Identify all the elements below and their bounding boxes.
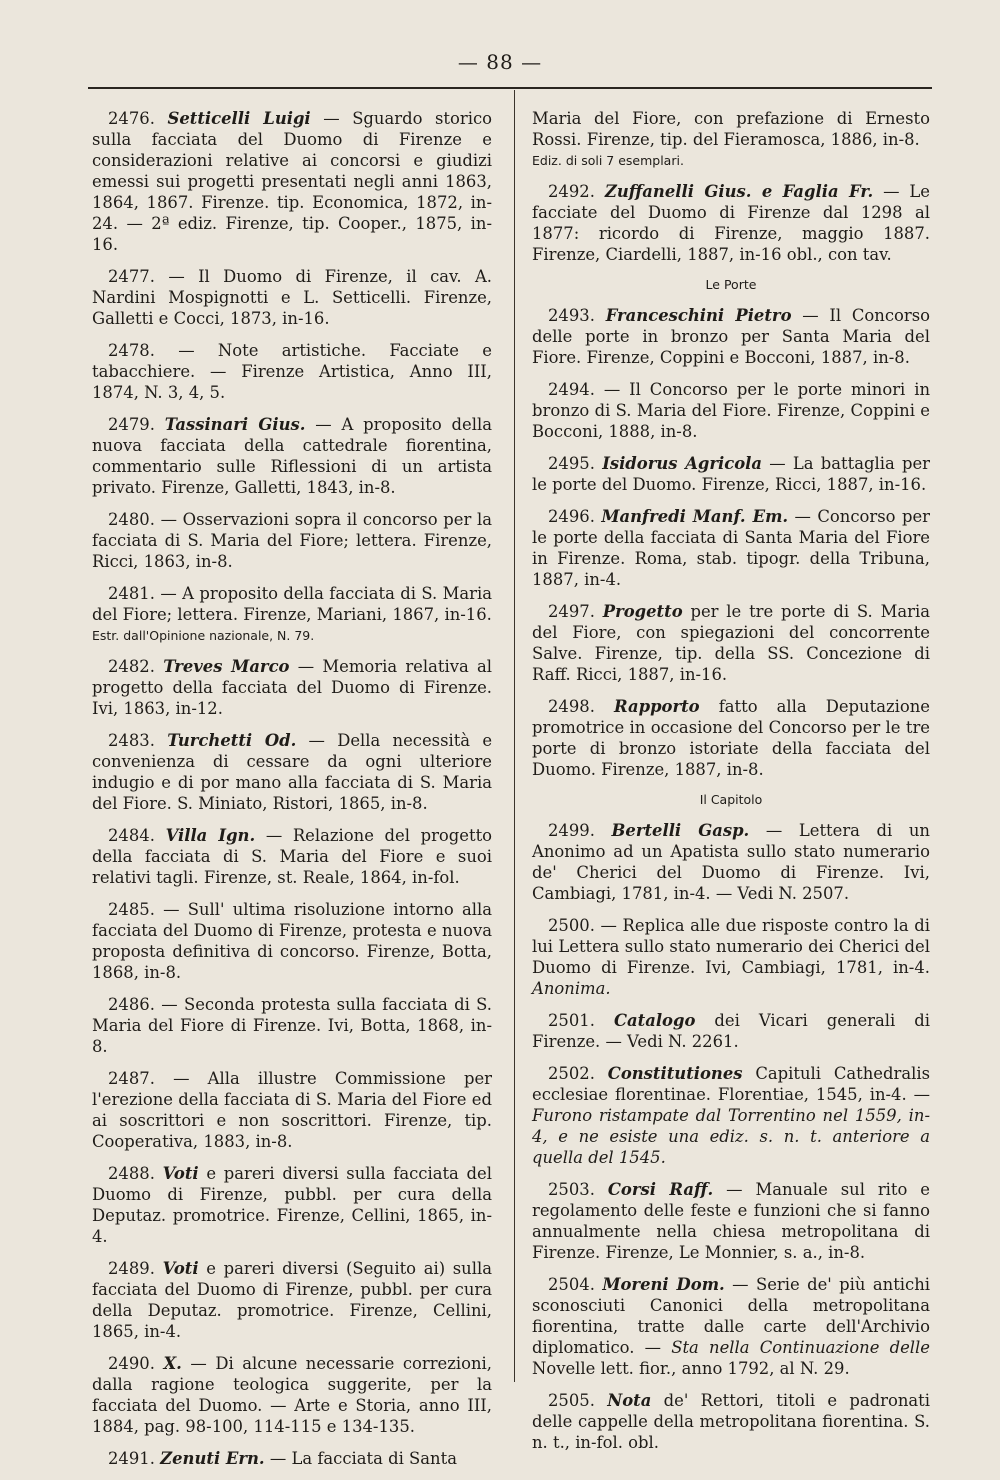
entry-italic-note: Sta nella Continuazione delle — [661, 1338, 930, 1357]
entry-author: Bertelli Gasp. — [611, 821, 750, 840]
entry-text: Concorso per le porte della facciata di Santa Maria del Fiore in Firenze. Roma, stab. tipogr. della Tribuna, 1887, in-4. — [532, 507, 930, 589]
entry-text: dei Vicari generali di Firenze. — Vedi N. 2261. — [532, 1011, 930, 1051]
bibliography-entry — [92, 656, 492, 719]
bibliography-entry — [532, 181, 930, 265]
entry-number: 2504. — [548, 1275, 595, 1294]
entry-author: Progetto — [602, 602, 683, 621]
bibliography-entry — [92, 1258, 492, 1342]
entry-author: Voti — [162, 1259, 199, 1278]
entry-number: 2483. — [108, 731, 155, 750]
entry-number: 2490. — [108, 1354, 155, 1373]
section-heading-capitolo: Il Capitolo — [699, 792, 763, 807]
entry-text: per le tre porte di S. Maria del Fiore, con spiegazioni del concorrente Salve. Firenze, tip. della SS. Concezione di Raff. Ricci, 1887, in-16. — [532, 602, 930, 684]
entry-separator: — — [724, 1275, 756, 1294]
entry-text: Le facciate del Duomo di Firenze dal 1298 al 1877: ricordo di Firenze, maggio 1887. Firenze, Ciardelli, 1887, in-16 obl., con tav. — [532, 182, 931, 264]
entry-number: 2480. — [108, 510, 155, 529]
entry-text: A proposito della facciata di S. Maria del Fiore; lettera. Firenze, Mariani, 1867, in-16. — [92, 584, 493, 624]
entry-separator — [651, 1391, 663, 1410]
bibliography-entry — [92, 583, 492, 625]
entry-text: Manuale sul rito e regolamento delle feste e funzioni che si fanno annualmente nella chiesa metropolitana di Firenze. Firenze, Le Monnier, s. a., in-8. — [532, 1180, 930, 1262]
entry-separator: — — [173, 1069, 208, 1088]
entry-text: Sull' ultima risoluzione intorno alla facciata del Duomo di Firenze, protesta e nuova proposta definitiva di concorso. Firenze, Botta, 1868, in-8. — [92, 900, 492, 982]
entry-text: de' Rettori, titoli e padronati delle cappelle della metropolitana fiorentina. S. n. t., in-fol. obl. — [532, 1391, 930, 1452]
bibliography-entry — [532, 696, 930, 780]
entry-author: Zuffanelli Gius. e Faglia Fr. — [604, 182, 874, 201]
entry-separator: — — [603, 380, 630, 399]
entry-separator — [700, 697, 719, 716]
entry-author: Setticelli Luigi — [167, 109, 311, 128]
entry-number: 2487. — [108, 1069, 155, 1088]
entry-author: Rapporto — [614, 697, 700, 716]
entry-separator: — — [600, 916, 623, 935]
entry-text: Replica alle due risposte contro la di lui Lettera sullo stato numerario dei Cherici del Duomo di Firenze. Ivi, Cambiagi, 1781, in-4. — [532, 916, 931, 977]
entry-number: 2500. — [548, 916, 595, 935]
entry-text: Il Concorso delle porte in bronzo per Santa Maria del Fiore. Firenze, Coppini e Bocconi, 1887, in-8. — [532, 306, 931, 367]
entry-number: 2478. — [108, 341, 155, 360]
bibliography-entry — [532, 506, 930, 590]
entry-author: Turchetti Od. — [167, 731, 297, 750]
entry-text: A proposito della nuova facciata della cattedrale fiorentina, commentario sulle Riflessioni di un artista privato. Firenze, Galletti, 1843, in-8. — [92, 415, 492, 497]
left-column — [92, 108, 492, 1480]
entry-text: Della necessità e convenienza di cessare da ogni ulteriore indugio e di por mano alla facciata di S. Maria del Fiore. S. Miniato, Ristori, 1865, in-8. — [92, 731, 493, 813]
bibliography-entry — [532, 601, 930, 685]
entry-author: Tassinari Gius. — [164, 415, 306, 434]
bibliography-entry — [92, 414, 492, 498]
entry-separator: — — [264, 1449, 292, 1468]
entry-author: Franceschini Pietro — [605, 306, 792, 325]
entry-text: Memoria relativa al progetto della facciata del Duomo di Firenze. Ivi, 1863, in-12. — [92, 657, 493, 718]
entry-author: Constitutiones — [607, 1064, 743, 1083]
entries-group-capitolo — [532, 820, 930, 1453]
entry-number: 2482. — [108, 657, 155, 676]
entry-author: Zenuti Ern. — [160, 1449, 265, 1468]
entry-number: 2481. — [108, 584, 155, 603]
entry-separator: — — [163, 900, 188, 919]
entry-separator: — — [305, 415, 342, 434]
entry-number: 2489. — [108, 1259, 155, 1278]
entry-text: Relazione del progetto della facciata di S. Maria del Fiore e suoi relativi tagli. Firenze, st. Reale, 1864, in-fol. — [92, 826, 493, 887]
entry-number: 2501. — [548, 1011, 595, 1030]
bibliography-entry — [532, 820, 930, 904]
entry-separator: — — [762, 454, 793, 473]
bibliography-entry — [92, 108, 492, 255]
bibliography-entry — [92, 994, 492, 1057]
entry-text: Lettera di un Anonimo ad un Apatista sullo stato numerario de' Cherici del Duomo di Firenze. Ivi, Cambiagi, 1781, in-4. — Vedi N. 2507. — [532, 821, 930, 903]
entry-separator: — — [161, 995, 184, 1014]
entry-separator — [695, 1011, 714, 1030]
entry-separator: — — [788, 507, 818, 526]
bibliography-entry — [532, 453, 930, 495]
bibliography-entry — [92, 509, 492, 572]
entry-number: 2485. — [108, 900, 155, 919]
bibliography-entry — [532, 1274, 930, 1379]
entry-number: 2498. — [548, 697, 595, 716]
entry-number: 2497. — [548, 602, 595, 621]
bibliography-entry — [532, 1390, 930, 1453]
entry-author: Voti — [162, 1164, 199, 1183]
entry-author: Treves Marco — [163, 657, 290, 676]
bibliography-entry — [532, 1010, 930, 1052]
bibliography-entry — [532, 1063, 930, 1168]
entry-separator: — — [749, 821, 799, 840]
bibliography-entry — [92, 340, 492, 403]
entry-italic-note: Furono ristampate dal Torrentino nel 1559, in-4, e ne esiste una ediz. s. n. t. anteriore a quella del 1545. — [532, 1106, 930, 1167]
entry-text: Capituli Cathedralis ecclesiae florentinae. Florentiae, 1545, in-4. — — [532, 1064, 930, 1104]
entry-author: X. — [163, 1354, 182, 1373]
entries-group-facciata — [532, 181, 930, 265]
column-divider — [514, 90, 515, 1382]
bibliography-entry — [532, 379, 930, 442]
entry-number: 2488. — [108, 1164, 155, 1183]
section-heading-porte: Le Porte — [705, 277, 757, 292]
bibliography-entry — [92, 825, 492, 888]
entry-number: 2493. — [548, 306, 595, 325]
header-rule — [88, 87, 932, 89]
entry-separator: — — [160, 510, 183, 529]
bibliography-entry — [532, 305, 930, 368]
entry-text: Il Duomo di Firenze, il cav. A. Nardini Mospignotti e L. Setticelli. Firenze, Galletti e Cocci, 1873, in-16. — [92, 267, 492, 328]
entry-separator: — — [168, 267, 199, 286]
entry-text: Seconda protesta sulla facciata di S. Maria del Fiore di Firenze. Ivi, Botta, 1868, in-8. — [92, 995, 493, 1056]
bibliography-entry — [92, 1068, 492, 1152]
entry-text: e pareri diversi sulla facciata del Duomo di Firenze, pubbl. per cura della Deputaz. promotrice. Firenze, Cellini, 1865, in-4. — [92, 1164, 492, 1246]
bibliography-entry — [532, 1179, 930, 1263]
entry-text: Osservazioni sopra il concorso per la facciata di S. Maria del Fiore; lettera. Firenze, Ricci, 1863, in-8. — [92, 510, 493, 571]
entry-text: e pareri diversi (Seguito ai) sulla facciata del Duomo di Firenze, pubbl. per cura della Deputaz. promotrice. Firenze, Cellini, 1865, in-4. — [92, 1259, 492, 1341]
entry-number: 2492. — [548, 182, 595, 201]
entry-number: 2505. — [548, 1391, 595, 1410]
bibliography-entry — [92, 730, 492, 814]
entry-number: 2491. — [108, 1449, 155, 1468]
entry-separator: — — [181, 1354, 216, 1373]
entry-author: Corsi Raff. — [607, 1180, 714, 1199]
bibliography-entry — [92, 1353, 492, 1437]
entry-author: Manfredi Manf. Em. — [601, 507, 789, 526]
page-number: — 88 — — [457, 50, 543, 74]
right-column — [532, 108, 930, 1464]
entry-number: 2486. — [108, 995, 155, 1014]
bibliography-entry — [92, 1163, 492, 1247]
entry-text: Sguardo storico sulla facciata del Duomo di Firenze e considerazioni relative ai concorsi e giudizi emessi sui progetti presentati negli anni 1863, 1864, 1867. Firenze. tip. Economica, 1872, in-24. — 2ª ediz. Firenze, tip. Cooper., 1875, in-16. — [92, 109, 492, 254]
continuation-note: Ediz. di soli 7 esemplari. — [532, 153, 684, 168]
entry-number: 2496. — [548, 507, 595, 526]
continuation-text: Maria del Fiore, con prefazione di Ernesto Rossi. Firenze, tip. del Fieramosca, 1886, in-8. — [532, 109, 930, 149]
bibliography-entry — [92, 266, 492, 329]
entry-author: Villa Ign. — [165, 826, 256, 845]
entry-text: La battaglia per le porte del Duomo. Firenze, Ricci, 1887, in-16. — [532, 454, 931, 494]
entry-separator: — — [791, 306, 830, 325]
entry-number: 2484. — [108, 826, 155, 845]
entry-separator: — — [255, 826, 293, 845]
entry-author: Nota — [607, 1391, 652, 1410]
entry-text: Di alcune necessarie correzioni, dalla ragione teologica suggerite, per la facciata del Duomo. — Arte e Storia, anno III, 1884, pag. 98-100, 114-115 e 134-135. — [92, 1354, 493, 1436]
entry-text: Alla illustre Commissione per l'erezione della facciata di S. Maria del Fiore ed ai soscrittori e non soscrittori. Firenze, tip. Cooperativa, 1883, in-8. — [92, 1069, 493, 1151]
entry-separator: — — [713, 1180, 756, 1199]
bibliography-entry — [532, 915, 930, 999]
entry-text-tail: Novelle lett. fior., anno 1792, al N. 29. — [532, 1359, 850, 1378]
entry-author: Isidorus Agricola — [602, 454, 763, 473]
entry-author: Catalogo — [613, 1011, 696, 1030]
entry-number: 2476. — [108, 109, 155, 128]
entry-italic-note: Anonima. — [532, 979, 611, 998]
entry-separator: — — [873, 182, 910, 201]
entry-number: 2502. — [548, 1064, 595, 1083]
entry-note: Estr. dall'Opinione nazionale, N. 79. — [92, 628, 315, 643]
entry-number: 2494. — [548, 380, 595, 399]
entry-text: Note artistiche. Facciate e tabacchiere. — Firenze Artistica, Anno III, 1874, N. 3, 4, 5. — [92, 341, 492, 402]
entry-text: Serie de' più antichi sconosciuti Canonici della metropolitana fiorentina, tratte dalle carte dell'Archivio diplomatico. — — [532, 1275, 931, 1357]
entry-number: 2503. — [548, 1180, 595, 1199]
entry-text: Il Concorso per le porte minori in bronzo di S. Maria del Fiore. Firenze, Coppini e Bocconi, 1888, in-8. — [532, 380, 930, 441]
entry-separator: — — [310, 109, 353, 128]
entry-text: La facciata di Santa — [291, 1449, 457, 1468]
entry-separator: — — [178, 341, 218, 360]
bibliography-entry — [92, 899, 492, 983]
entry-text: fatto alla Deputazione promotrice in occasione del Concorso per le tre porte di bronzo istoriate della facciata del Duomo. Firenze, 1887, in-8. — [532, 697, 930, 779]
entry-number: 2477. — [108, 267, 155, 286]
entry-separator — [743, 1064, 756, 1083]
entries-group-porte — [532, 305, 930, 780]
entry-number: 2495. — [548, 454, 595, 473]
entry-separator: — — [160, 584, 183, 603]
entry-number: 2479. — [108, 415, 155, 434]
entry-number: 2499. — [548, 821, 595, 840]
entry-separator: — — [296, 731, 338, 750]
bibliography-entry — [92, 1448, 492, 1469]
entry-author: Moreni Dom. — [602, 1275, 725, 1294]
entry-separator: — — [289, 657, 323, 676]
